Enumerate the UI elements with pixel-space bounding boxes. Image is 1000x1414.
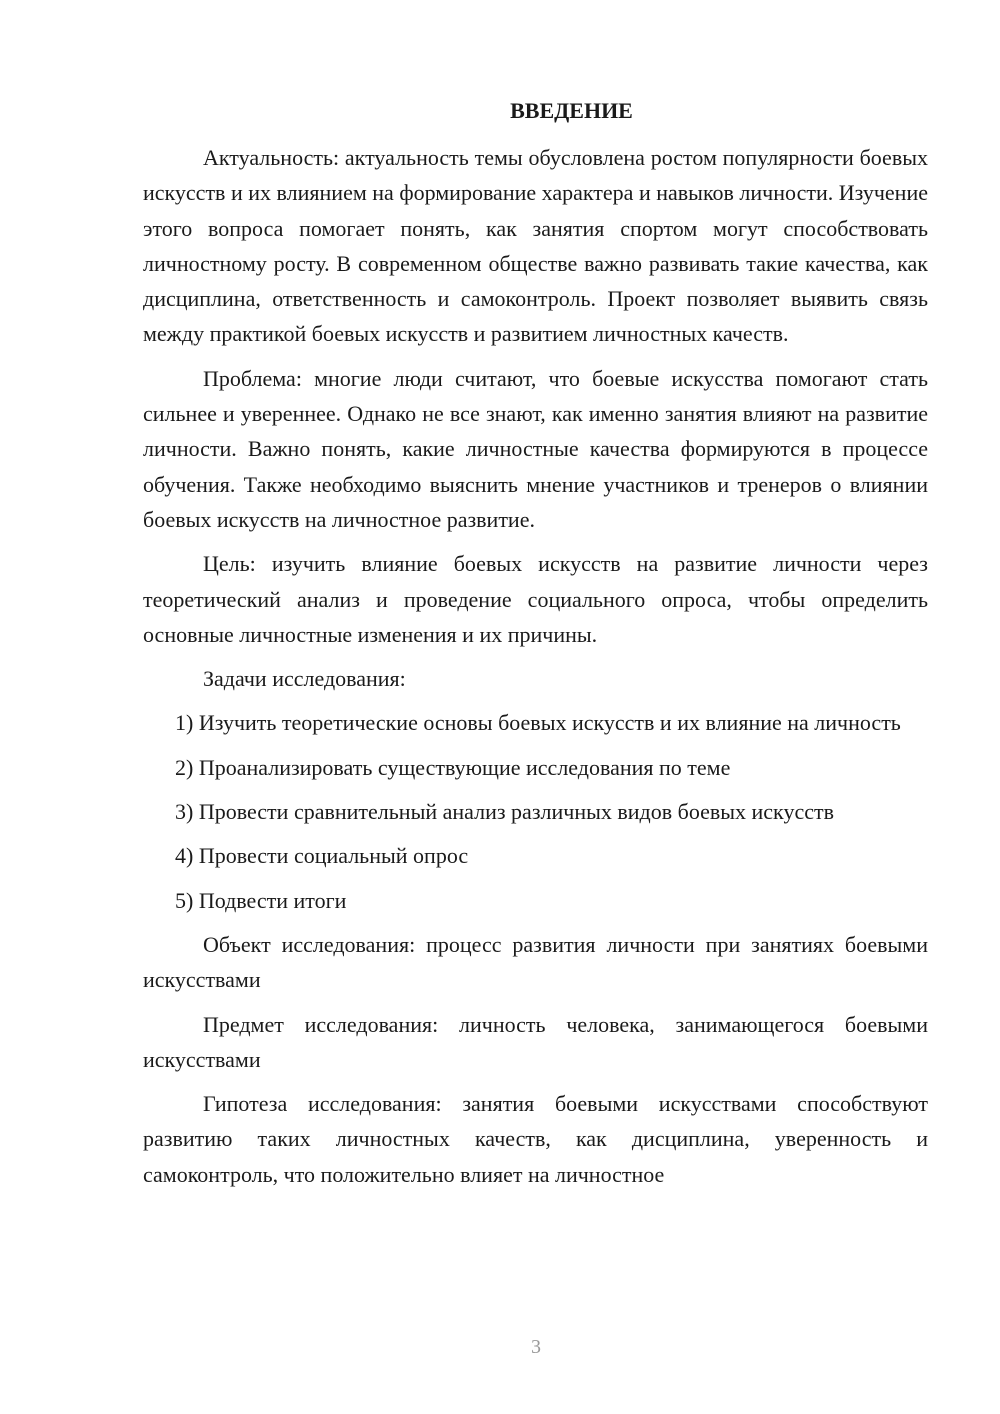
page-number: 3: [531, 1336, 541, 1358]
document-page: [143, 96, 928, 1192]
tasks-list: [143, 705, 928, 917]
page-title: ВВЕДЕНИЕ: [510, 98, 633, 123]
hypothesis-paragraph: Гипотеза исследования: занятия боевыми искусствами способствуют развитию таких личностных качеств, как дисциплина, уверенность и самоконтроль, что положительно влияет на личностное: [143, 1091, 928, 1187]
task-item: 5) Подвести итоги: [175, 887, 347, 913]
tasks-heading: Задачи исследования:: [203, 666, 406, 692]
subject-paragraph: Предмет исследования: личность человека, занимающегося боевыми искусствами: [143, 1011, 928, 1072]
task-item: 1) Изучить теоретические основы боевых искусств и их влияние на личность: [175, 710, 901, 736]
relevance-paragraph: Актуальность: актуальность темы обусловлена ростом популярности боевых искусств и их влиянием на формирование характера и навыков личности. Изучение этого вопроса помогает понять, как занятия спортом могут способствовать личностному росту. В современном обществе важно развивать такие качества, как дисциплина, ответственность и самоконтроль. Проект позволяет выявить связь между практикой боевых искусств и развитием личностных качеств.: [143, 145, 928, 347]
object-paragraph: Объект исследования: процесс развития личности при занятиях боевыми искусствами: [143, 931, 928, 993]
goal-paragraph: Цель: изучить влияние боевых искусств на развитие личности через теоретический анализ и проведение социального опроса, чтобы определить основные личностные изменения и их причины.: [143, 551, 928, 647]
problem-paragraph: Проблема: многие люди считают, что боевые искусства помогают стать сильнее и увереннее. Однако не все знают, как именно занятия влияют на развитие личности. Важно понять, какие личностные качества формируются в процессе обучения. Также необходимо выяснить мнение участников и тренеров о влиянии боевых искусств на личностное развитие.: [143, 365, 928, 532]
task-item: 2) Проанализировать существующие исследования по теме: [175, 754, 731, 780]
task-item: 4) Провести социальный опрос: [175, 843, 469, 869]
task-item: 3) Провести сравнительный анализ различных видов боевых искусств: [175, 799, 834, 825]
